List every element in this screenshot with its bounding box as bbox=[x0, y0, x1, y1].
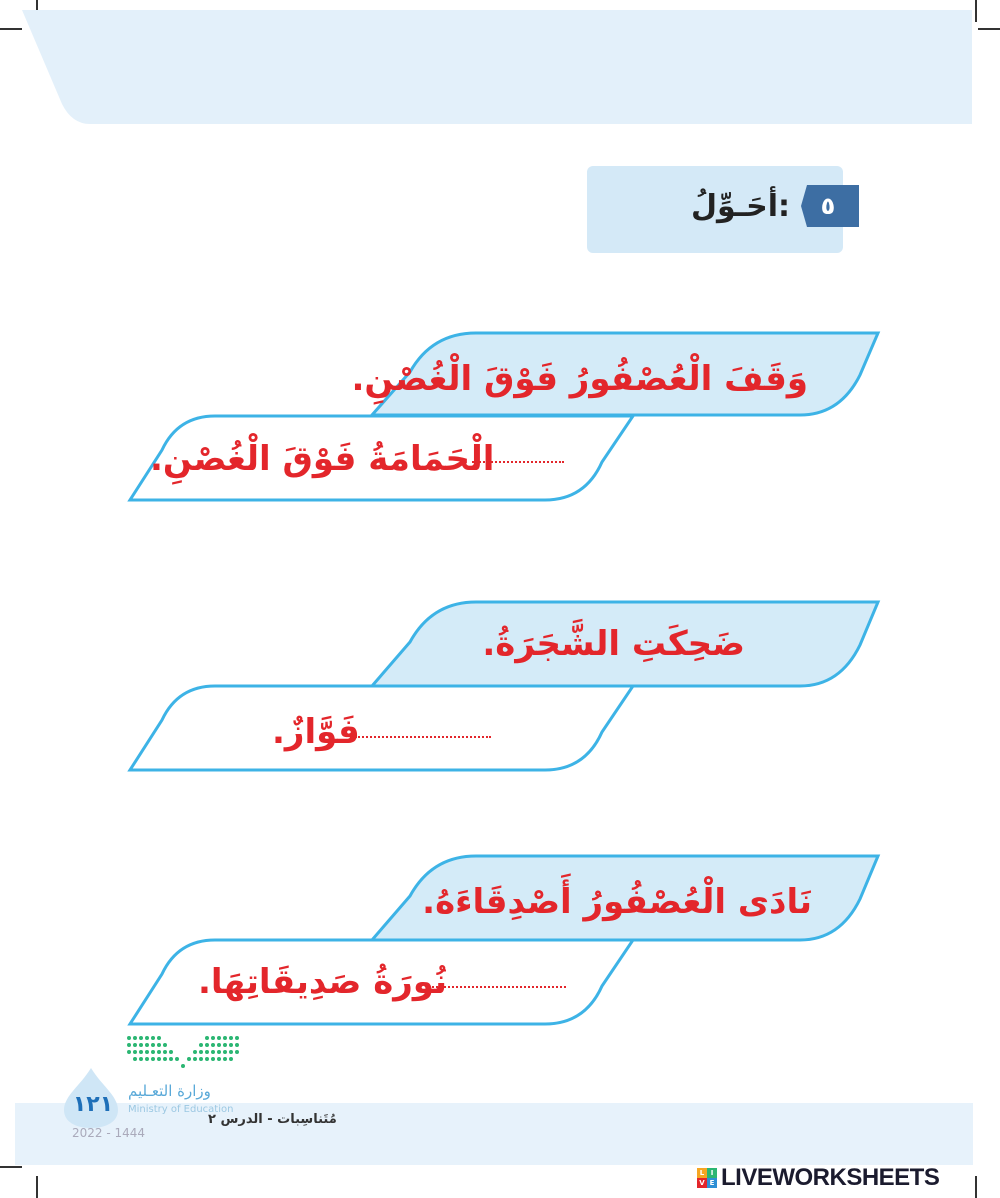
target-sentence-1 bbox=[150, 435, 494, 483]
answer-blank[interactable] bbox=[472, 461, 564, 463]
ministry-name: وزارة التعـليم bbox=[128, 1082, 211, 1100]
edition-year: 2022 - 1444 bbox=[72, 1126, 146, 1140]
source-sentence: نَادَى الْعُصْفُورُ أَصْدِقَاءَهُ. bbox=[422, 882, 812, 922]
answer-blank[interactable] bbox=[428, 986, 566, 988]
liveworksheets-name: LIVEWORKSHEETS bbox=[721, 1164, 940, 1191]
ministry-name-en: Ministry of Education bbox=[128, 1104, 234, 1115]
lesson-label: مُتَناسِبات - الدرس ٢ bbox=[208, 1112, 337, 1127]
liveworksheets-logo bbox=[697, 1163, 939, 1193]
target-text: الْحَمَامَةُ فَوْقَ الْغُصْنِ. bbox=[150, 439, 495, 479]
exercise-instruction: أحَـوِّلُ: bbox=[691, 189, 790, 224]
source-sentence: وَقَفَ الْعُصْفُورُ فَوْقَ الْغُصْنِ. bbox=[351, 359, 808, 399]
page-number: ١٢١ bbox=[72, 1092, 114, 1117]
target-sentence-2: فَوَّازٌ. bbox=[272, 712, 360, 752]
ministry-logo-icon bbox=[125, 1034, 243, 1074]
liveworksheets-icon: L I V E bbox=[697, 1168, 717, 1188]
source-sentence: ضَحِكَتِ الشَّجَرَةُ. bbox=[482, 624, 745, 664]
answer-blank[interactable] bbox=[355, 736, 491, 738]
target-sentence-3: نُورَةُ صَدِيقَاتِهَا. bbox=[198, 962, 447, 1002]
target-shape bbox=[130, 686, 633, 770]
exercise-number: ٥ bbox=[820, 192, 836, 220]
